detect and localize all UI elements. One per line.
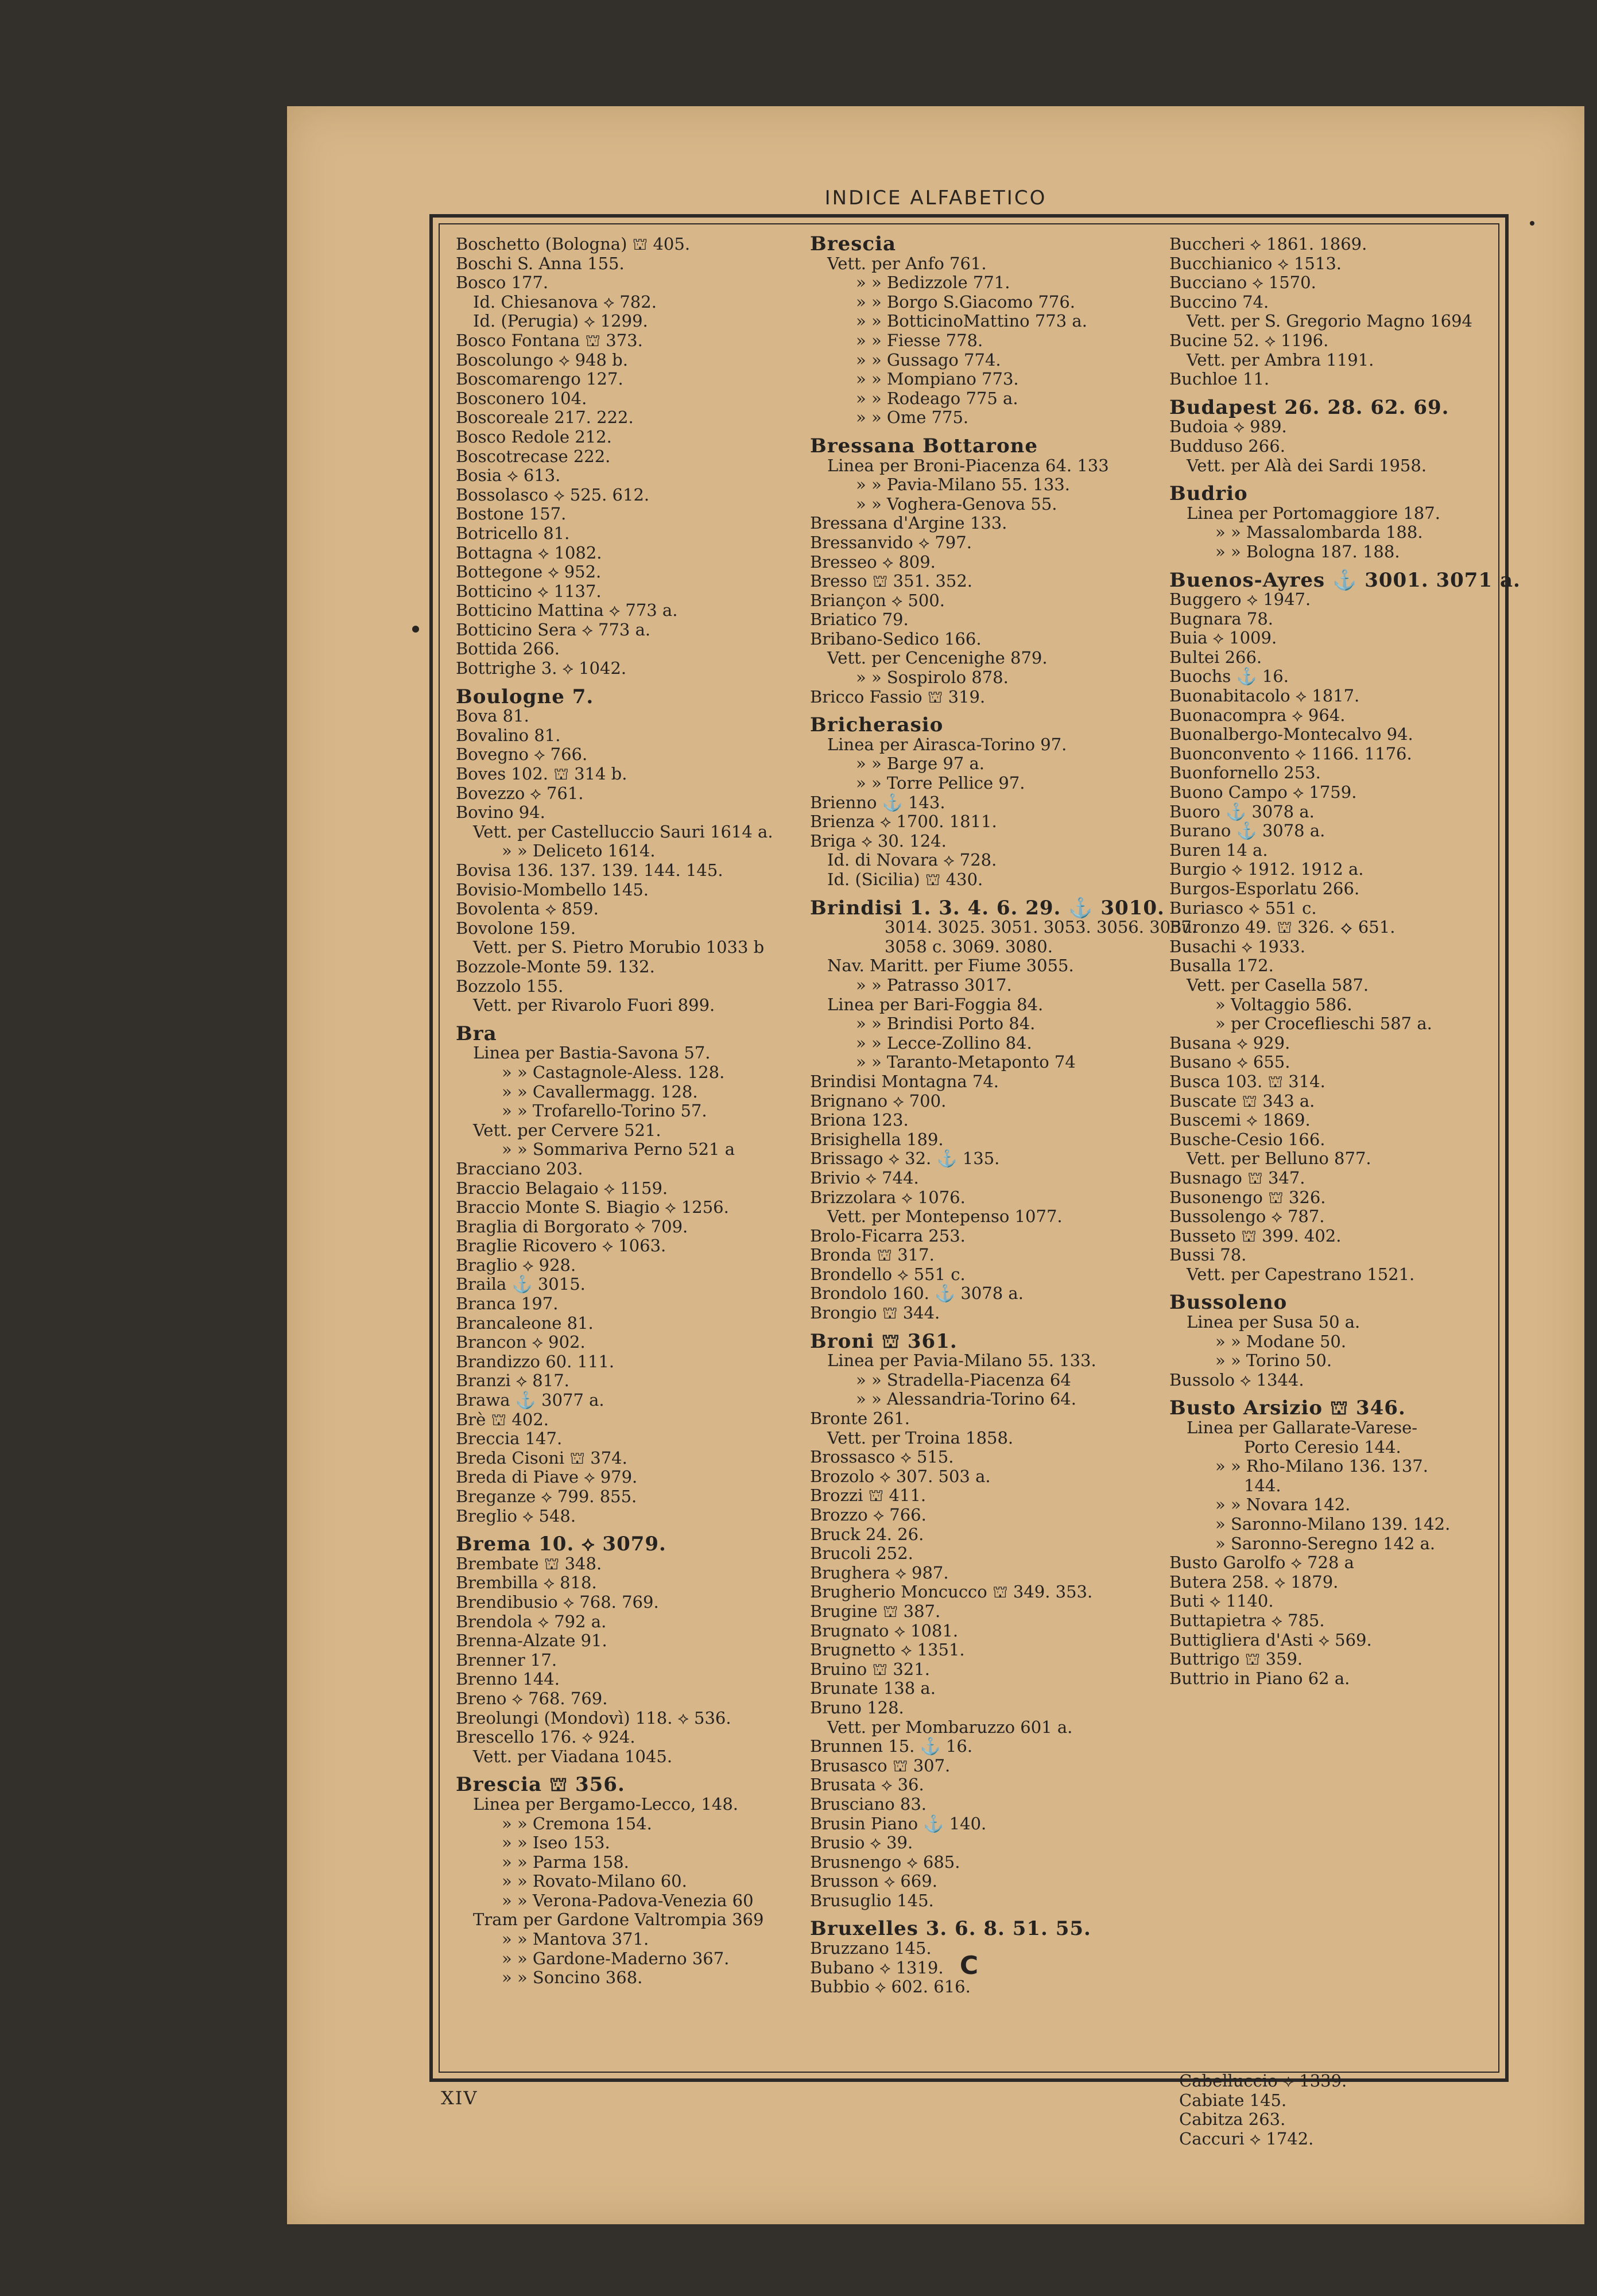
index-entry: Vett. per S. Gregorio Magno 1694 bbox=[1187, 311, 1472, 331]
index-entry: Brunnen 15. ⚓ 16. bbox=[810, 1736, 973, 1756]
index-entry: » » Sommariva Perno 521 a bbox=[502, 1139, 735, 1159]
index-entry: Vett. per Belluno 877. bbox=[1187, 1149, 1371, 1169]
index-entry: Buscate ⛫ 343 a. bbox=[1169, 1091, 1315, 1111]
index-entry: Bruck 24. 26. bbox=[810, 1524, 924, 1544]
index-entry: Cabitza 263. bbox=[1179, 2109, 1286, 2130]
index-entry: Budrio bbox=[1169, 482, 1248, 506]
index-entry: Breganze ⟡ 799. 855. bbox=[456, 1487, 637, 1506]
index-entry: Brucoli 252. bbox=[810, 1543, 913, 1564]
index-entry: Id. di Novara ⟡ 728. bbox=[827, 850, 997, 870]
index-entry: Burgio ⟡ 1912. 1912 a. bbox=[1169, 859, 1364, 879]
index-entry: » » Ome 775. bbox=[856, 408, 969, 428]
index-entry: Vett. per Anfo 761. bbox=[827, 253, 987, 273]
index-entry: » » Torino 50. bbox=[1215, 1351, 1332, 1371]
index-entry: Boscotrecase 222. bbox=[456, 446, 611, 466]
index-entry: » » Mantova 371. bbox=[502, 1929, 649, 1949]
index-entry: Budoia ⟡ 989. bbox=[1169, 417, 1287, 437]
index-entry: Buccheri ⟡ 1861. 1869. bbox=[1169, 234, 1367, 254]
index-entry: » » Bedizzole 771. bbox=[856, 273, 1010, 293]
index-entry: Bosia ⟡ 613. bbox=[456, 466, 561, 486]
index-entry: Buccino 74. bbox=[1169, 292, 1269, 312]
index-entry: Cabiate 145. bbox=[1179, 2090, 1287, 2110]
index-entry: Brusata ⟡ 36. bbox=[810, 1775, 924, 1795]
index-entry: Budapest 26. 28. 62. 69. bbox=[1169, 395, 1449, 419]
index-entry: Bressana Bottarone bbox=[810, 434, 1038, 457]
index-entry: » » Brindisi Porto 84. bbox=[856, 1014, 1036, 1034]
index-entry: Buono Campo ⟡ 1759. bbox=[1169, 782, 1357, 802]
index-entry: Brienza ⟡ 1700. 1811. bbox=[810, 812, 997, 832]
index-entry: Bronte 261. bbox=[810, 1409, 910, 1429]
index-entry: Brancaleone 81. bbox=[456, 1313, 594, 1333]
index-entry: Briatico 79. bbox=[810, 610, 909, 630]
index-entry: Brissago ⟡ 32. ⚓ 135. bbox=[810, 1149, 1000, 1169]
index-entry: » » BotticinoMattino 773 a. bbox=[856, 311, 1087, 331]
index-entry: Bruno 128. bbox=[810, 1697, 904, 1717]
index-entry: Bozzolo 155. bbox=[456, 976, 564, 996]
index-entry: Brondello ⟡ 551 c. bbox=[810, 1264, 966, 1284]
index-entry: Bussi 78. bbox=[1169, 1245, 1247, 1265]
index-entry: Vett. per Mombaruzzo 601 a. bbox=[827, 1717, 1073, 1737]
index-entry: Briga ⟡ 30. 124. bbox=[810, 831, 947, 851]
index-entry: Busca 103. ⛫ 314. bbox=[1169, 1071, 1325, 1091]
index-entry: » » Gussago 774. bbox=[856, 350, 1001, 370]
index-entry: Vett. per Rivarolo Fuori 899. bbox=[473, 995, 715, 1015]
index-entry: Busano ⟡ 655. bbox=[1169, 1052, 1290, 1072]
index-entry: Brolo-Ficarra 253. bbox=[810, 1225, 966, 1246]
index-entry: Brozzo ⟡ 766. bbox=[810, 1505, 927, 1525]
index-entry: Braccio Belagaio ⟡ 1159. bbox=[456, 1178, 668, 1198]
index-entry: Vett. per Capestrano 1521. bbox=[1187, 1264, 1415, 1284]
index-entry: Brè ⛫ 402. bbox=[456, 1409, 549, 1429]
index-entry: Brembilla ⟡ 818. bbox=[456, 1573, 597, 1593]
index-entry: Brienno ⚓ 143. bbox=[810, 792, 945, 812]
index-entry: Bottagna ⟡ 1082. bbox=[456, 542, 602, 563]
index-entry: Bussolengo ⟡ 787. bbox=[1169, 1207, 1325, 1227]
index-entry: » » Patrasso 3017. bbox=[856, 975, 1012, 995]
index-entry: Buochs ⚓ 16. bbox=[1169, 666, 1289, 687]
index-entry: Brughera ⟡ 987. bbox=[810, 1562, 949, 1583]
index-entry: Brembate ⛫ 348. bbox=[456, 1553, 602, 1573]
index-entry: Vett. per Cervere 521. bbox=[473, 1120, 661, 1140]
index-entry: » » Lecce-Zollino 84. bbox=[856, 1033, 1032, 1053]
index-entry: Buttrio in Piano 62 a. bbox=[1169, 1668, 1350, 1688]
index-entry: » » Sospirolo 878. bbox=[856, 668, 1009, 688]
index-entry: Braglie Ricovero ⟡ 1063. bbox=[456, 1236, 666, 1256]
index-entry: Braila ⚓ 3015. bbox=[456, 1274, 586, 1294]
index-entry: Breda di Piave ⟡ 979. bbox=[456, 1467, 638, 1487]
index-entry: Brescia ⛫ 356. bbox=[456, 1773, 625, 1797]
index-entry: Bubano ⟡ 1319. bbox=[810, 1957, 944, 1977]
index-entry: Bovino 94. bbox=[456, 802, 545, 823]
index-entry: Brongio ⛫ 344. bbox=[810, 1303, 940, 1323]
index-entry: Linea per Portomaggiore 187. bbox=[1187, 503, 1440, 523]
index-entry: » » Modane 50. bbox=[1215, 1331, 1347, 1351]
index-entry: Linea per Bergamo-Lecco, 148. bbox=[473, 1794, 739, 1814]
index-entry: Briançon ⟡ 500. bbox=[810, 590, 945, 610]
index-entry: » » Rovato-Milano 60. bbox=[502, 1871, 687, 1891]
index-entry: Boschi S. Anna 155. bbox=[456, 253, 625, 273]
index-entry: Vett. per Cencenighe 879. bbox=[827, 648, 1048, 668]
index-entry: Linea per Gallarate-Varese- bbox=[1187, 1418, 1418, 1438]
index-entry: Bovolenta ⟡ 859. bbox=[456, 899, 599, 919]
index-entry: Brawa ⚓ 3077 a. bbox=[456, 1390, 604, 1410]
index-entry: Brugnato ⟡ 1081. bbox=[810, 1620, 959, 1640]
index-entry: Brivio ⟡ 744. bbox=[810, 1168, 919, 1188]
index-entry: Bovalino 81. bbox=[456, 725, 561, 745]
index-entry: Buonconvento ⟡ 1166. 1176. bbox=[1169, 743, 1412, 763]
index-entry: Id. (Perugia) ⟡ 1299. bbox=[473, 311, 648, 331]
index-entry: Burgos-Esporlatu 266. bbox=[1169, 879, 1360, 898]
index-entry: Vett. per Troina 1858. bbox=[827, 1428, 1014, 1448]
index-entry: Brusson ⟡ 669. bbox=[810, 1871, 937, 1891]
page-title: INDICE ALFABETICO bbox=[824, 187, 1047, 210]
index-entry: Bussoleno bbox=[1169, 1291, 1288, 1314]
index-entry: Bronda ⛫ 317. bbox=[810, 1245, 935, 1265]
index-entry: » » Taranto-Metaponto 74 bbox=[856, 1052, 1076, 1072]
index-entry: Bressanvido ⟡ 797. bbox=[810, 532, 972, 552]
index-entry: Breno ⟡ 768. 769. bbox=[456, 1688, 608, 1708]
index-entry: » per Croceflieschi 587 a. bbox=[1215, 1014, 1432, 1034]
index-entry: » » Rho-Milano 136. 137. bbox=[1215, 1456, 1428, 1476]
index-entry: » » Novara 142. bbox=[1215, 1495, 1351, 1515]
index-entry: Bucchianico ⟡ 1513. bbox=[1169, 253, 1342, 273]
index-entry: Brusnengo ⟡ 685. bbox=[810, 1852, 960, 1872]
index-entry: Bucciano ⟡ 1570. bbox=[1169, 273, 1316, 293]
index-entry: Buttapietra ⟡ 785. bbox=[1169, 1610, 1325, 1630]
index-entry: Bribano-Sedico 166. bbox=[810, 629, 982, 649]
index-entry: Brancon ⟡ 902. bbox=[456, 1332, 586, 1352]
index-entry: » » Rodeago 775 a. bbox=[856, 388, 1018, 408]
index-entry: » » Fiesse 778. bbox=[856, 330, 983, 350]
index-column-3-c-section bbox=[1179, 2072, 1347, 2148]
index-entry: Vett. per S. Pietro Morubio 1033 b bbox=[473, 937, 765, 957]
index-entry: Busachi ⟡ 1933. bbox=[1169, 936, 1305, 956]
index-entry: Id. (Sicilia) ⛫ 430. bbox=[827, 870, 983, 889]
index-entry: » » Bologna 187. 188. bbox=[1215, 541, 1400, 561]
index-entry: Bossolasco ⟡ 525. 612. bbox=[456, 484, 650, 505]
index-entry: » » Gardone-Maderno 367. bbox=[502, 1948, 730, 1968]
index-entry: Brandizzo 60. 111. bbox=[456, 1351, 615, 1371]
index-entry: Vett. per Viadana 1045. bbox=[473, 1746, 673, 1766]
index-entry: Nav. Maritt. per Fiume 3055. bbox=[827, 956, 1074, 976]
index-entry: Buonalbergo-Montecalvo 94. bbox=[1169, 724, 1413, 744]
index-entry: Brugine ⛫ 387. bbox=[810, 1601, 941, 1621]
index-entry: Bovolone 159. bbox=[456, 918, 576, 938]
index-entry: Bresseo ⟡ 809. bbox=[810, 552, 936, 572]
index-entry: Bottida 266. bbox=[456, 639, 560, 659]
index-entry: » Voltaggio 586. bbox=[1215, 994, 1352, 1014]
index-entry: Linea per Susa 50 a. bbox=[1187, 1312, 1360, 1332]
index-entry: Bosco 177. bbox=[456, 273, 549, 293]
index-entry: Boulogne 7. bbox=[456, 685, 594, 708]
index-entry: Bostone 157. bbox=[456, 504, 567, 524]
ink-spot bbox=[412, 626, 419, 633]
index-entry: Braccio Monte S. Biagio ⟡ 1256. bbox=[456, 1197, 729, 1217]
index-entry: Linea per Bastia-Savona 57. bbox=[473, 1043, 711, 1063]
index-entry: Bosconero 104. bbox=[456, 388, 587, 408]
index-entry: 3014. 3025. 3051. 3053. 3056. 3057. bbox=[885, 917, 1197, 937]
index-entry: Bressana d'Argine 133. bbox=[810, 513, 1007, 533]
index-entry: Bricherasio bbox=[810, 713, 944, 737]
index-entry: Linea per Pavia-Milano 55. 133. bbox=[827, 1351, 1096, 1371]
index-entry: Buggero ⟡ 1947. bbox=[1169, 589, 1311, 610]
index-entry: Branca 197. bbox=[456, 1294, 559, 1314]
index-entry: Busseto ⛫ 399. 402. bbox=[1169, 1225, 1342, 1246]
index-column-3 bbox=[1169, 234, 1521, 1688]
index-entry: Vett. per Casella 587. bbox=[1187, 975, 1369, 995]
index-entry: Buonfornello 253. bbox=[1169, 763, 1321, 783]
index-entry: Brindisi Montagna 74. bbox=[810, 1071, 999, 1091]
index-entry: Vett. per Alà dei Sardi 1958. bbox=[1187, 455, 1427, 475]
index-entry: Bosco Fontana ⛫ 373. bbox=[456, 330, 643, 350]
index-column-1 bbox=[456, 235, 800, 1988]
index-entry: Boves 102. ⛫ 314 b. bbox=[456, 764, 627, 784]
index-entry: Branzi ⟡ 817. bbox=[456, 1371, 569, 1391]
index-entry: Brenner 17. bbox=[456, 1650, 557, 1670]
index-entry: » » Soncino 368. bbox=[502, 1968, 643, 1988]
index-entry: Busnago ⛫ 347. bbox=[1169, 1168, 1305, 1188]
page-number: XIV bbox=[441, 2087, 478, 2109]
index-entry: Buoro ⚓ 3078 a. bbox=[1169, 801, 1315, 821]
index-entry: Butera 258. ⟡ 1879. bbox=[1169, 1572, 1339, 1592]
index-entry: Bovezzo ⟡ 761. bbox=[456, 783, 584, 803]
index-entry: » Saronno-Milano 139. 142. bbox=[1215, 1514, 1451, 1534]
index-entry: » » Voghera-Genova 55. bbox=[856, 494, 1057, 514]
index-entry: Brignano ⟡ 700. bbox=[810, 1091, 947, 1111]
index-entry: Bosco Redole 212. bbox=[456, 426, 612, 447]
index-entry: » » Trofarello-Torino 57. bbox=[502, 1101, 707, 1121]
index-column-2 bbox=[810, 232, 1197, 1997]
index-entry: » » Castagnole-Aless. 128. bbox=[502, 1062, 725, 1082]
index-entry: Breglio ⟡ 548. bbox=[456, 1506, 576, 1526]
index-entry: Bresso ⛫ 351. 352. bbox=[810, 571, 973, 591]
index-entry: Busalla 172. bbox=[1169, 956, 1274, 976]
index-entry: Brindisi 1. 3. 4. 6. 29. ⚓ 3010. bbox=[810, 896, 1165, 920]
index-entry: Linea per Airasca-Torino 97. bbox=[827, 734, 1067, 754]
index-entry: Vett. per Ambra 1191. bbox=[1187, 350, 1374, 370]
index-entry: » » Cremona 154. bbox=[502, 1813, 652, 1833]
index-entry: Burano ⚓ 3078 a. bbox=[1169, 821, 1325, 841]
index-entry: Busto Garolfo ⟡ 728 a bbox=[1169, 1553, 1354, 1573]
index-entry: Brenno 144. bbox=[456, 1669, 560, 1689]
index-entry: Bucine 52. ⟡ 1196. bbox=[1169, 330, 1329, 350]
index-entry: » » Cavallermagg. 128. bbox=[502, 1081, 698, 1102]
index-entry: Buscemi ⟡ 1869. bbox=[1169, 1110, 1311, 1130]
index-entry: » » Verona-Padova-Venezia 60 bbox=[502, 1890, 754, 1910]
index-entry: Buonabitacolo ⟡ 1817. bbox=[1169, 686, 1360, 706]
index-entry: Brizzolara ⟡ 1076. bbox=[810, 1187, 966, 1207]
index-entry: Brenna-Alzate 91. bbox=[456, 1631, 607, 1651]
index-entry: Bozzole-Monte 59. 132. bbox=[456, 956, 655, 976]
index-entry: Busto Arsizio ⛫ 346. bbox=[1169, 1397, 1406, 1420]
index-entry: Bruino ⛫ 321. bbox=[810, 1659, 930, 1679]
index-entry: Brusuglio 145. bbox=[810, 1890, 934, 1910]
index-entry: » » Stradella-Piacenza 64 bbox=[856, 1370, 1071, 1390]
index-entry: Bubbio ⟡ 602. 616. bbox=[810, 1977, 971, 1997]
index-entry: Vett. per Castelluccio Sauri 1614 a. bbox=[473, 821, 773, 841]
index-entry: Bovisa 136. 137. 139. 144. 145. bbox=[456, 860, 723, 880]
index-entry: Buttrigo ⛫ 359. bbox=[1169, 1649, 1303, 1669]
index-entry: Brozolo ⟡ 307. 503 a. bbox=[810, 1466, 991, 1486]
index-entry: Breda Cisoni ⛫ 374. bbox=[456, 1448, 627, 1468]
index-entry: Brugherio Moncucco ⛫ 349. 353. bbox=[810, 1582, 1093, 1602]
index-entry: Bruxelles 3. 6. 8. 51. 55. bbox=[810, 1917, 1091, 1941]
index-entry: Bottrighe 3. ⟡ 1042. bbox=[456, 658, 627, 678]
index-entry: Id. Chiesanova ⟡ 782. bbox=[473, 292, 657, 312]
index-entry: Buttigliera d'Asti ⟡ 569. bbox=[1169, 1630, 1372, 1650]
book-page bbox=[287, 106, 1584, 2224]
index-entry: Buronzo 49. ⛫ 326. ⟡ 651. bbox=[1169, 917, 1396, 937]
index-entry: » » Barge 97 a. bbox=[856, 754, 984, 774]
index-entry: Botricello 81. bbox=[456, 523, 570, 543]
index-entry: Boscoreale 217. 222. bbox=[456, 408, 634, 428]
index-entry: Linea per Broni-Piacenza 64. 133 bbox=[827, 455, 1109, 475]
index-entry: Brescello 176. ⟡ 924. bbox=[456, 1727, 635, 1747]
index-entry: Brendola ⟡ 792 a. bbox=[456, 1611, 607, 1631]
index-entry: Linea per Bari-Foggia 84. bbox=[827, 994, 1044, 1014]
index-entry: Busana ⟡ 929. bbox=[1169, 1033, 1290, 1053]
index-entry: Brescia bbox=[810, 232, 897, 255]
index-entry: » » Alessandria-Torino 64. bbox=[856, 1389, 1076, 1409]
index-entry: » » Massalombarda 188. bbox=[1215, 522, 1423, 542]
index-entry: Busche-Cesio 166. bbox=[1169, 1129, 1325, 1149]
index-entry: Briona 123. bbox=[810, 1110, 909, 1130]
index-entry: Buriasco ⟡ 551 c. bbox=[1169, 898, 1317, 918]
index-entry: Brusasco ⛫ 307. bbox=[810, 1755, 951, 1775]
index-entry: Tram per Gardone Valtrompia 369 bbox=[473, 1910, 764, 1930]
index-entry: Buia ⟡ 1009. bbox=[1169, 628, 1277, 648]
index-entry: Bultei 266. bbox=[1169, 647, 1262, 667]
index-entry: Brusin Piano ⚓ 140. bbox=[810, 1813, 987, 1833]
index-entry: Buren 14 a. bbox=[1169, 840, 1268, 860]
index-entry: » Saronno-Seregno 142 a. bbox=[1215, 1533, 1436, 1553]
index-entry: Broni ⛫ 361. bbox=[810, 1329, 958, 1353]
index-entry: Breolungi (Mondovì) 118. ⟡ 536. bbox=[456, 1708, 731, 1728]
index-entry: Brendibusio ⟡ 768. 769. bbox=[456, 1592, 659, 1612]
index-entry: Brondolo 160. ⚓ 3078 a. bbox=[810, 1283, 1024, 1304]
index-entry: Botticino ⟡ 1137. bbox=[456, 581, 602, 601]
index-entry: Braglia di Borgorato ⟡ 709. bbox=[456, 1216, 688, 1236]
index-entry: Cabelluccio ⟡ 1339. bbox=[1179, 2071, 1347, 2091]
index-entry: Brema 10. ⟡ 3079. bbox=[456, 1533, 666, 1556]
index-entry: Bottegone ⟡ 952. bbox=[456, 562, 602, 582]
index-entry: Botticino Mattina ⟡ 773 a. bbox=[456, 600, 678, 620]
index-entry: Busonengo ⛫ 326. bbox=[1169, 1187, 1326, 1207]
index-entry: Bra bbox=[456, 1022, 497, 1045]
index-entry: Brossasco ⟡ 515. bbox=[810, 1447, 954, 1467]
index-entry: Brisighella 189. bbox=[810, 1129, 944, 1149]
index-entry: Brozzi ⛫ 411. bbox=[810, 1486, 927, 1506]
index-entry: » » Mompiano 773. bbox=[856, 369, 1019, 389]
index-entry: Bracciano 203. bbox=[456, 1158, 583, 1178]
index-entry: Budduso 266. bbox=[1169, 436, 1285, 456]
index-entry: » » Torre Pellice 97. bbox=[856, 773, 1025, 793]
index-entry: Boscomarengo 127. bbox=[456, 369, 623, 389]
index-entry: 3058 c. 3069. 3080. bbox=[885, 936, 1053, 956]
index-entry: Braglio ⟡ 928. bbox=[456, 1255, 576, 1275]
ink-spot bbox=[1530, 221, 1534, 226]
index-entry: Porto Ceresio 144. bbox=[1244, 1437, 1401, 1457]
index-entry: Boscolungo ⟡ 948 b. bbox=[456, 350, 628, 370]
index-entry: Brugnetto ⟡ 1351. bbox=[810, 1640, 965, 1660]
index-entry: Buonacompra ⟡ 964. bbox=[1169, 705, 1346, 725]
index-entry: Bricco Fassio ⛫ 319. bbox=[810, 687, 986, 707]
index-entry: Brusciano 83. bbox=[810, 1794, 927, 1814]
index-entry: Boschetto (Bologna) ⛫ 405. bbox=[456, 234, 691, 254]
index-entry: Vett. per Montepenso 1077. bbox=[827, 1207, 1063, 1227]
index-entry: Bugnara 78. bbox=[1169, 608, 1274, 629]
index-entry: Bovisio-Mombello 145. bbox=[456, 879, 649, 899]
index-entry: » » Pavia-Milano 55. 133. bbox=[856, 475, 1070, 495]
index-entry: Bruzzano 145. bbox=[810, 1938, 932, 1958]
index-entry: Caccuri ⟡ 1742. bbox=[1179, 2128, 1314, 2148]
index-entry: » » Parma 158. bbox=[502, 1852, 629, 1872]
index-entry: Buti ⟡ 1140. bbox=[1169, 1591, 1274, 1611]
section-letter: C bbox=[959, 1951, 979, 1980]
index-entry: » » Borgo S.Giacomo 776. bbox=[856, 292, 1076, 312]
index-entry: » » Iseo 153. bbox=[502, 1833, 610, 1853]
index-entry: Botticino Sera ⟡ 773 a. bbox=[456, 619, 651, 639]
index-entry: Bussolo ⟡ 1344. bbox=[1169, 1370, 1304, 1390]
index-entry: Buchloe 11. bbox=[1169, 369, 1270, 389]
index-entry: Bovegno ⟡ 766. bbox=[456, 744, 588, 765]
index-entry: Brusio ⟡ 39. bbox=[810, 1833, 913, 1853]
index-entry: Breccia 147. bbox=[456, 1429, 563, 1449]
index-entry: Bova 81. bbox=[456, 706, 529, 726]
index-entry: Brunate 138 a. bbox=[810, 1678, 936, 1698]
index-entry: » » Deliceto 1614. bbox=[502, 841, 656, 861]
index-entry: Buenos-Ayres ⚓ 3001. 3071 a. bbox=[1169, 568, 1521, 592]
index-entry: 144. bbox=[1244, 1475, 1281, 1495]
